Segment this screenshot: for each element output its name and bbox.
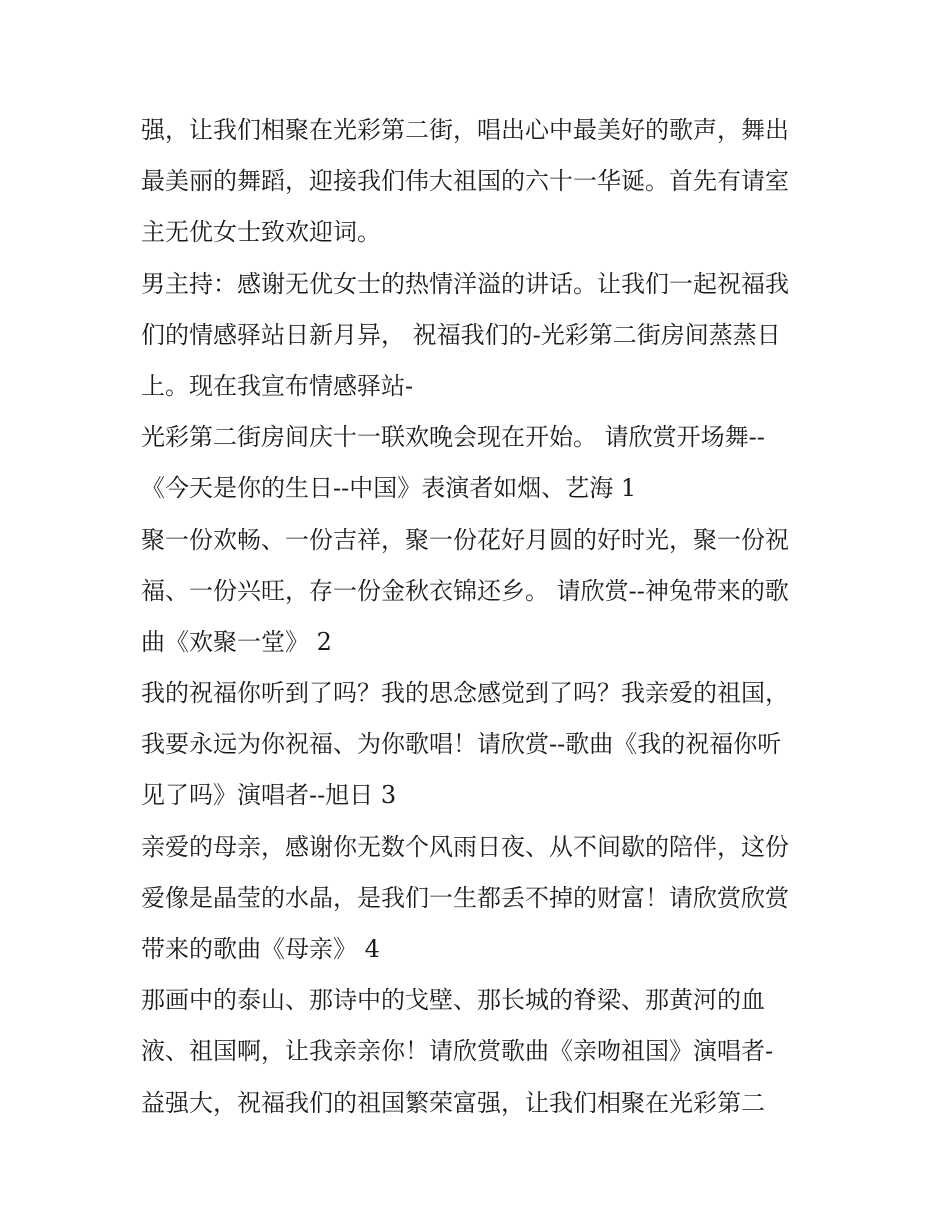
text-line: 益强大，祝福我们的祖国繁荣富强，让我们相聚在光彩第二 <box>141 1088 765 1117</box>
text-line: 我要永远为你祝福、为你歌唱！请欣赏--歌曲《我的祝福你听 <box>141 730 782 759</box>
document-body <box>141 105 831 1129</box>
text-line: 福、一份兴旺，存一份金秋衣锦还乡。 请欣赏--神兔带来的歌 <box>141 576 789 605</box>
text-line: 聚一份欢畅、一份吉祥，聚一份花好月圆的好时光，聚一份祝 <box>141 525 789 554</box>
text-line: 上。现在我宣布情感驿站- <box>141 371 414 400</box>
text-line: 们的情感驿站日新月异， 祝福我们的-光彩第二街房间蒸蒸日 <box>141 320 781 349</box>
text-line: 亲爱的母亲，感谢你无数个风雨日夜、从不间歇的陪伴，这份 <box>141 832 789 861</box>
text-line: 带来的歌曲《母亲》 4 <box>141 935 380 963</box>
text-line: 曲《欢聚一堂》 2 <box>141 627 332 656</box>
text-line: 液、祖国啊，让我亲亲你！请欣赏歌曲《亲吻祖国》演唱者- <box>141 1037 774 1066</box>
text-line: 爱像是晶莹的水晶，是我们一生都丢不掉的财富！请欣赏欣赏 <box>141 883 789 912</box>
text-line: 见了吗》演唱者--旭日 3 <box>141 781 397 810</box>
text-line: 光彩第二街房间庆十一联欢晚会现在开始。 请欣赏开场舞-- <box>141 423 765 452</box>
text-line: 强，让我们相聚在光彩第二街，唱出心中最美好的歌声，舞出 <box>141 116 789 144</box>
text-line: 最美丽的舞蹈，迎接我们伟大祖国的六十一华诞。首先有请室 <box>141 167 789 196</box>
text-line: 男主持：感谢无优女士的热情洋溢的讲话。让我们一起祝福我 <box>141 269 789 298</box>
text-line: 那画中的泰山、那诗中的戈壁、那长城的脊梁、那黄河的血 <box>141 986 765 1015</box>
text-line: 我的祝福你听到了吗？我的思念感觉到了吗？我亲爱的祖国， <box>141 679 789 708</box>
text-line: 《今天是你的生日--中国》表演者如烟、艺海 1 <box>141 474 637 503</box>
text-line: 主无优女士致欢迎词。 <box>141 218 381 247</box>
